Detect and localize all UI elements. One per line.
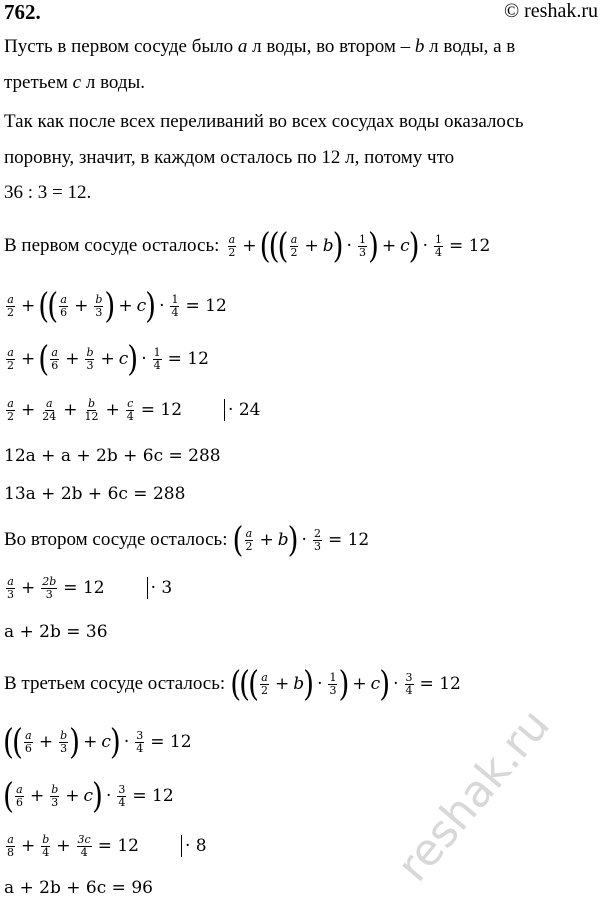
equals-12: = 12 <box>97 836 139 857</box>
den: 6 <box>24 741 32 755</box>
multiplier: · 8 <box>185 836 207 857</box>
fraction <box>227 234 236 258</box>
third-label: В третьем сосуде осталось: <box>4 673 226 694</box>
var-b: b <box>277 530 289 550</box>
den: 3 <box>95 305 103 319</box>
num: a <box>45 397 53 410</box>
intro-text: Пусть в первом сосуде было <box>4 36 234 57</box>
den: 4 <box>80 845 88 859</box>
var-c: c <box>136 296 147 316</box>
den: 3 <box>358 245 366 259</box>
fraction <box>6 834 15 858</box>
den: 24 <box>42 409 57 423</box>
den: 3 <box>313 539 321 553</box>
den: 4 <box>118 795 126 809</box>
second-label: Во втором сосуде осталось: <box>4 529 228 550</box>
fraction <box>244 528 253 552</box>
num: 2 <box>313 526 321 540</box>
num: b <box>86 345 94 359</box>
var-a: a <box>237 36 248 57</box>
var-c: c <box>370 674 381 694</box>
equation-line-5: 12a + a + 2b + 6c = 288 <box>4 446 221 466</box>
equals-12: = 12 <box>150 732 192 752</box>
num: 1 <box>435 232 443 246</box>
num: a <box>290 232 298 246</box>
fraction <box>260 672 269 696</box>
equation-line-13: $\frac{a}{8}$ + $\frac{b}{4}$ + $\frac{3c}{4}$ = 12 · 8 <box>7 833 207 859</box>
num: 3 <box>136 728 144 742</box>
num: 1 <box>171 292 179 306</box>
fraction <box>41 834 50 858</box>
equation-line-9: a + 2b = 36 <box>4 622 108 642</box>
fraction <box>85 347 94 371</box>
equals-12: = 12 <box>63 578 105 599</box>
fraction <box>313 528 322 552</box>
num: b <box>95 292 103 306</box>
intro-line-2 <box>4 72 145 94</box>
den: 4 <box>435 245 443 259</box>
den: 8 <box>7 845 14 859</box>
fraction <box>41 576 57 600</box>
reason-line-2: поровну, значит, в каждом осталось по 12 л, потому что <box>4 147 455 168</box>
fraction <box>41 398 57 422</box>
equation-line-2: $\frac{a}{2}$ + ( ( $\frac{a}{6}$ + $\frac{b}{3}$ ) + c ) · $\frac{1}{4}$ = 12 <box>7 284 227 326</box>
den: 6 <box>60 305 68 319</box>
num: a <box>7 397 14 410</box>
multiplier: · 3 <box>150 578 173 599</box>
fraction <box>84 398 100 422</box>
watermark: reshak.ru <box>387 699 560 892</box>
var-c: c <box>72 72 82 93</box>
den: 3 <box>60 741 68 755</box>
fraction <box>50 784 59 808</box>
equation-line-3: $\frac{a}{2}$ + ( $\frac{a}{6}$ + $\frac{b}{3}$ + c ) · $\frac{1}{4}$ = 12 <box>7 337 209 379</box>
num: 1 <box>153 345 161 359</box>
fraction <box>126 398 135 422</box>
equals-12: = 12 <box>449 236 491 256</box>
num: 3c <box>77 833 91 846</box>
third-vessel-equation <box>4 662 461 704</box>
multiplier-bar <box>147 577 148 599</box>
num: a <box>7 345 14 359</box>
den: 6 <box>51 358 59 372</box>
intro-text: л воды. <box>85 72 146 93</box>
fraction <box>50 347 59 371</box>
multiplier-bar <box>181 835 182 857</box>
num: a <box>7 292 14 306</box>
fraction <box>15 784 24 808</box>
num: 1 <box>358 232 366 246</box>
fraction <box>6 347 15 371</box>
second-vessel-equation <box>4 518 370 560</box>
den: 4 <box>171 305 179 319</box>
fraction <box>94 294 103 318</box>
fraction <box>59 730 68 754</box>
equation-line-8: $\frac{a}{3}$ + $\frac{2b}{3}$ = 12 · 3 <box>7 575 173 601</box>
den: 4 <box>153 358 161 372</box>
intro-text: л воды, во втором – <box>252 36 411 57</box>
num: b <box>42 833 50 846</box>
num: a <box>261 670 268 684</box>
var-c: c <box>118 349 129 369</box>
den: 3 <box>7 587 14 601</box>
fraction <box>59 294 68 318</box>
fraction <box>6 398 15 422</box>
multiplier-bar <box>224 399 225 421</box>
den: 2 <box>245 539 253 553</box>
den: 4 <box>126 409 134 423</box>
equals-12: = 12 <box>185 296 227 316</box>
num: a <box>60 292 67 306</box>
reason-line-1: Так как после всех переливаний во всех сосудах воды оказалось <box>4 111 524 132</box>
equals-12: = 12 <box>132 786 174 806</box>
den: 3 <box>86 358 94 372</box>
num: 1 <box>329 670 337 684</box>
equals-12: = 12 <box>327 530 370 550</box>
equation-line-11: ( ( $\frac{a}{6}$ + $\frac{b}{3}$ ) + c ) · $\frac{3}{4}$ = 12 <box>3 720 192 762</box>
num: 2b <box>42 575 57 588</box>
var-c: c <box>400 236 410 256</box>
equals-12: = 12 <box>167 349 209 369</box>
var-c: c <box>83 786 94 806</box>
fraction <box>358 234 367 258</box>
first-vessel-equation <box>4 224 491 266</box>
fraction <box>405 672 414 696</box>
math-expression: $\frac{a}{2}$ + ( ( ( $\frac{a}{2}$ + b ) · $\frac{1}{3}$ ) + c ) · $\frac{1}{4}$ = 12 <box>228 224 491 266</box>
var-c: c <box>101 732 111 752</box>
fraction <box>6 576 15 600</box>
first-label: В первом сосуде осталось: <box>4 235 220 256</box>
fraction <box>135 730 144 754</box>
fraction <box>153 347 162 371</box>
equals-12: = 12 <box>140 400 183 421</box>
num: a <box>16 782 23 796</box>
equation-line-12: ( $\frac{a}{6}$ + $\frac{b}{3}$ + c ) · $\frac{3}{4}$ = 12 <box>3 774 174 816</box>
math-expression: ( ( ( $\frac{a}{2}$ + b ) · $\frac{1}{3}$ ) + c ) · $\frac{3}{4}$ = 12 <box>230 662 461 704</box>
num: a <box>51 345 58 359</box>
fraction <box>170 294 179 318</box>
num: a <box>25 728 32 742</box>
intro-text: третьем <box>4 72 68 93</box>
intro-line-1 <box>4 36 515 58</box>
den: 6 <box>15 795 23 809</box>
fraction <box>328 672 337 696</box>
num: b <box>87 397 96 410</box>
fraction <box>289 234 298 258</box>
num: a <box>7 575 14 588</box>
num: 3 <box>118 782 126 796</box>
var-b: b <box>414 36 425 57</box>
fraction <box>117 784 126 808</box>
site-credit: © reshak.ru <box>503 0 598 22</box>
num: b <box>51 782 59 796</box>
problem-number: 762. <box>4 0 41 24</box>
den: 2 <box>7 409 14 423</box>
den: 3 <box>329 683 337 697</box>
fraction <box>77 834 92 858</box>
den: 2 <box>261 683 268 697</box>
reason-line-3: 36 : 3 = 12. <box>4 182 92 203</box>
intro-text: л воды, а в <box>429 36 516 57</box>
num: b <box>60 728 68 742</box>
den: 3 <box>45 587 53 601</box>
equals-12: = 12 <box>419 674 461 694</box>
equation-line-6: 13a + 2b + 6c = 288 <box>4 484 186 504</box>
den: 12 <box>84 409 99 423</box>
math-expression: ( $\frac{a}{2}$ + b ) · $\frac{2}{3}$ = 12 <box>232 518 370 560</box>
num: a <box>228 232 236 246</box>
equation-line-14: a + 2b + 6c = 96 <box>4 878 153 898</box>
fraction <box>6 294 15 318</box>
den: 4 <box>405 683 413 697</box>
num: a <box>7 833 14 846</box>
fraction <box>434 234 443 258</box>
den: 2 <box>7 305 14 319</box>
num: 3 <box>405 670 413 684</box>
multiplier: · 24 <box>228 400 261 421</box>
var-b: b <box>293 674 305 694</box>
equation-line-4: $\frac{a}{2}$ + $\frac{a}{24}$ + $\frac{b}{12}$ + $\frac{c}{4}$ = 12 · 24 <box>7 397 261 423</box>
den: 4 <box>136 741 144 755</box>
num: a <box>245 526 253 540</box>
fraction <box>24 730 33 754</box>
den: 2 <box>228 245 236 259</box>
num: c <box>127 397 134 410</box>
var-b: b <box>322 236 334 256</box>
den: 3 <box>51 795 59 809</box>
den: 2 <box>7 358 14 372</box>
den: 2 <box>290 245 298 259</box>
den: 4 <box>42 845 50 859</box>
